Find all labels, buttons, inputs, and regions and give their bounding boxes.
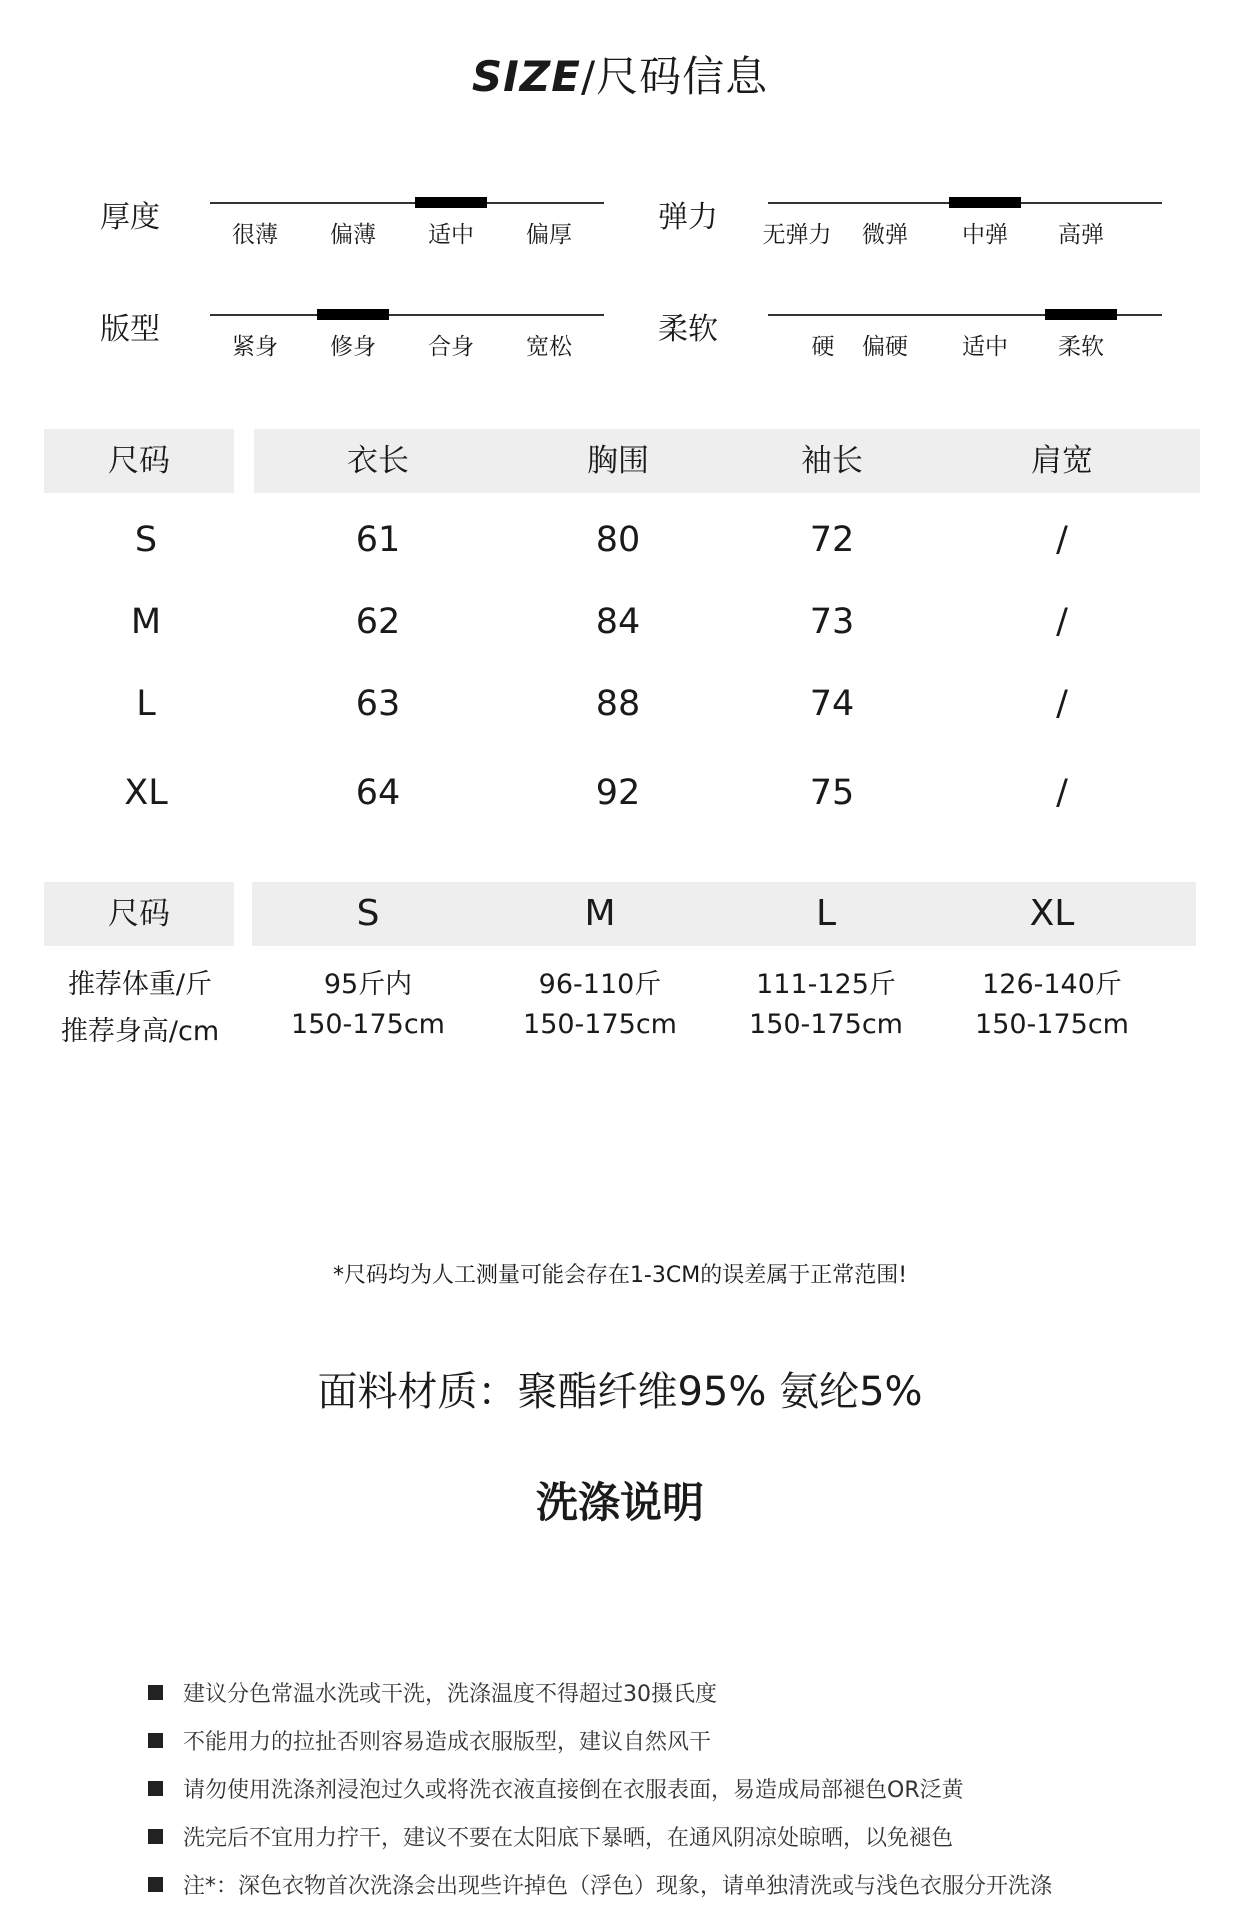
scale-option: 紧身 <box>232 334 278 360</box>
fabric-composition: 面料材质：聚酯纤维95% 氨纶5% <box>317 1369 923 1415</box>
column-header: 衣长 <box>347 443 409 479</box>
scale-option: 偏硬 <box>862 334 908 360</box>
table-cell: 150-175cm <box>523 1009 677 1040</box>
care-list <box>148 1668 1128 1908</box>
table-cell: / <box>1056 773 1068 813</box>
scale-label: 弹力 <box>658 200 718 235</box>
column-header: 肩宽 <box>1031 443 1093 479</box>
table-cell: 80 <box>595 520 641 560</box>
column-header: 袖长 <box>801 443 863 479</box>
list-item <box>148 1764 1128 1812</box>
row-label: 推荐身高/cm <box>60 1016 220 1047</box>
column-header: XL <box>1029 893 1075 934</box>
scale-softness <box>658 298 1218 388</box>
table-cell: 62 <box>355 602 401 642</box>
table-cell: 95斤内 <box>323 969 413 1000</box>
table-cell: 126-140斤 <box>982 969 1122 1000</box>
scale-line <box>210 202 604 204</box>
scale-option: 修身 <box>330 334 376 360</box>
table-cell: / <box>1056 684 1068 724</box>
table-cell: 63 <box>355 684 401 724</box>
scale-elasticity <box>658 186 1218 276</box>
page-title <box>0 44 1240 104</box>
care-text: 请勿使用洗涤剂浸泡过久或将洗衣液直接倒在衣服表面，易造成局部褪色OR泛黄 <box>183 1777 964 1803</box>
table-cell: 150-175cm <box>975 1009 1129 1040</box>
scale-option: 适中 <box>428 222 474 248</box>
scale-option: 中弹 <box>962 222 1008 248</box>
table-cell: 88 <box>595 684 641 724</box>
scale-marker <box>949 197 1021 208</box>
scale-fit <box>100 298 660 388</box>
scale-option: 偏厚 <box>526 222 572 248</box>
column-header: 尺码 <box>108 896 170 932</box>
scale-marker <box>415 197 487 208</box>
column-header: 尺码 <box>108 443 170 479</box>
scale-option: 适中 <box>962 334 1008 360</box>
scale-option: 微弹 <box>862 222 908 248</box>
square-bullet-icon <box>148 1781 163 1796</box>
table-cell: 72 <box>809 520 855 560</box>
scale-option: 很薄 <box>232 222 278 248</box>
table-cell: 64 <box>355 773 401 813</box>
list-item <box>148 1716 1128 1764</box>
list-item <box>148 1812 1128 1860</box>
table-cell: 150-175cm <box>291 1009 445 1040</box>
care-text: 不能用力的拉扯否则容易造成衣服版型，建议自然风干 <box>183 1729 712 1755</box>
measurement-note: *尺码均为人工测量可能会存在1-3CM的误差属于正常范围! <box>332 1263 908 1288</box>
table-cell: 74 <box>809 684 855 724</box>
scale-option: 高弹 <box>1058 222 1104 248</box>
table-cell: L <box>136 684 156 724</box>
title-en: SIZE <box>471 52 581 101</box>
scale-label: 版型 <box>100 312 160 347</box>
list-item <box>148 1860 1128 1908</box>
row-label: 推荐体重/斤 <box>67 969 213 1000</box>
care-text: 建议分色常温水洗或干洗，洗涤温度不得超过30摄氏度 <box>183 1681 717 1707</box>
table-cell: / <box>1056 520 1068 560</box>
table-cell: 61 <box>355 520 401 560</box>
table-cell: M <box>130 602 162 642</box>
table-cell: S <box>134 520 158 560</box>
scale-option: 无弹力 <box>762 222 832 248</box>
scale-label: 厚度 <box>100 200 160 235</box>
scale-marker <box>317 309 389 320</box>
table-cell: XL <box>124 773 168 813</box>
square-bullet-icon <box>148 1877 163 1892</box>
column-header: S <box>356 893 380 934</box>
table-cell: 96-110斤 <box>538 969 662 1000</box>
scale-label: 柔软 <box>658 312 718 347</box>
column-header: L <box>815 893 837 934</box>
list-item <box>148 1668 1128 1716</box>
square-bullet-icon <box>148 1685 163 1700</box>
table-cell: / <box>1056 602 1068 642</box>
scale-option: 合身 <box>428 334 474 360</box>
title-cn: /尺码信息 <box>580 52 769 101</box>
care-text: 注*：深色衣物首次洗涤会出现些许掉色（浮色）现象，请单独清洗或与浅色衣服分开洗涤 <box>183 1873 1053 1899</box>
wash-instructions-title: 洗涤说明 <box>535 1478 704 1527</box>
table-cell: 111-125斤 <box>756 969 896 1000</box>
care-text: 洗完后不宜用力拧干，建议不要在太阳底下暴晒，在通风阴凉处晾晒，以免褪色 <box>183 1825 954 1851</box>
scale-option: 偏薄 <box>330 222 376 248</box>
table-cell: 150-175cm <box>749 1009 903 1040</box>
square-bullet-icon <box>148 1829 163 1844</box>
scale-marker <box>1045 309 1117 320</box>
column-header: 胸围 <box>587 443 649 479</box>
table-cell: 75 <box>809 773 855 813</box>
square-bullet-icon <box>148 1733 163 1748</box>
scale-line <box>210 314 604 316</box>
scale-thickness <box>100 186 660 276</box>
scale-option: 硬 <box>811 334 835 360</box>
scale-option: 宽松 <box>526 334 572 360</box>
column-header: M <box>584 893 616 934</box>
scale-option: 柔软 <box>1058 334 1104 360</box>
table-cell: 92 <box>595 773 641 813</box>
table-cell: 84 <box>595 602 641 642</box>
table-cell: 73 <box>809 602 855 642</box>
